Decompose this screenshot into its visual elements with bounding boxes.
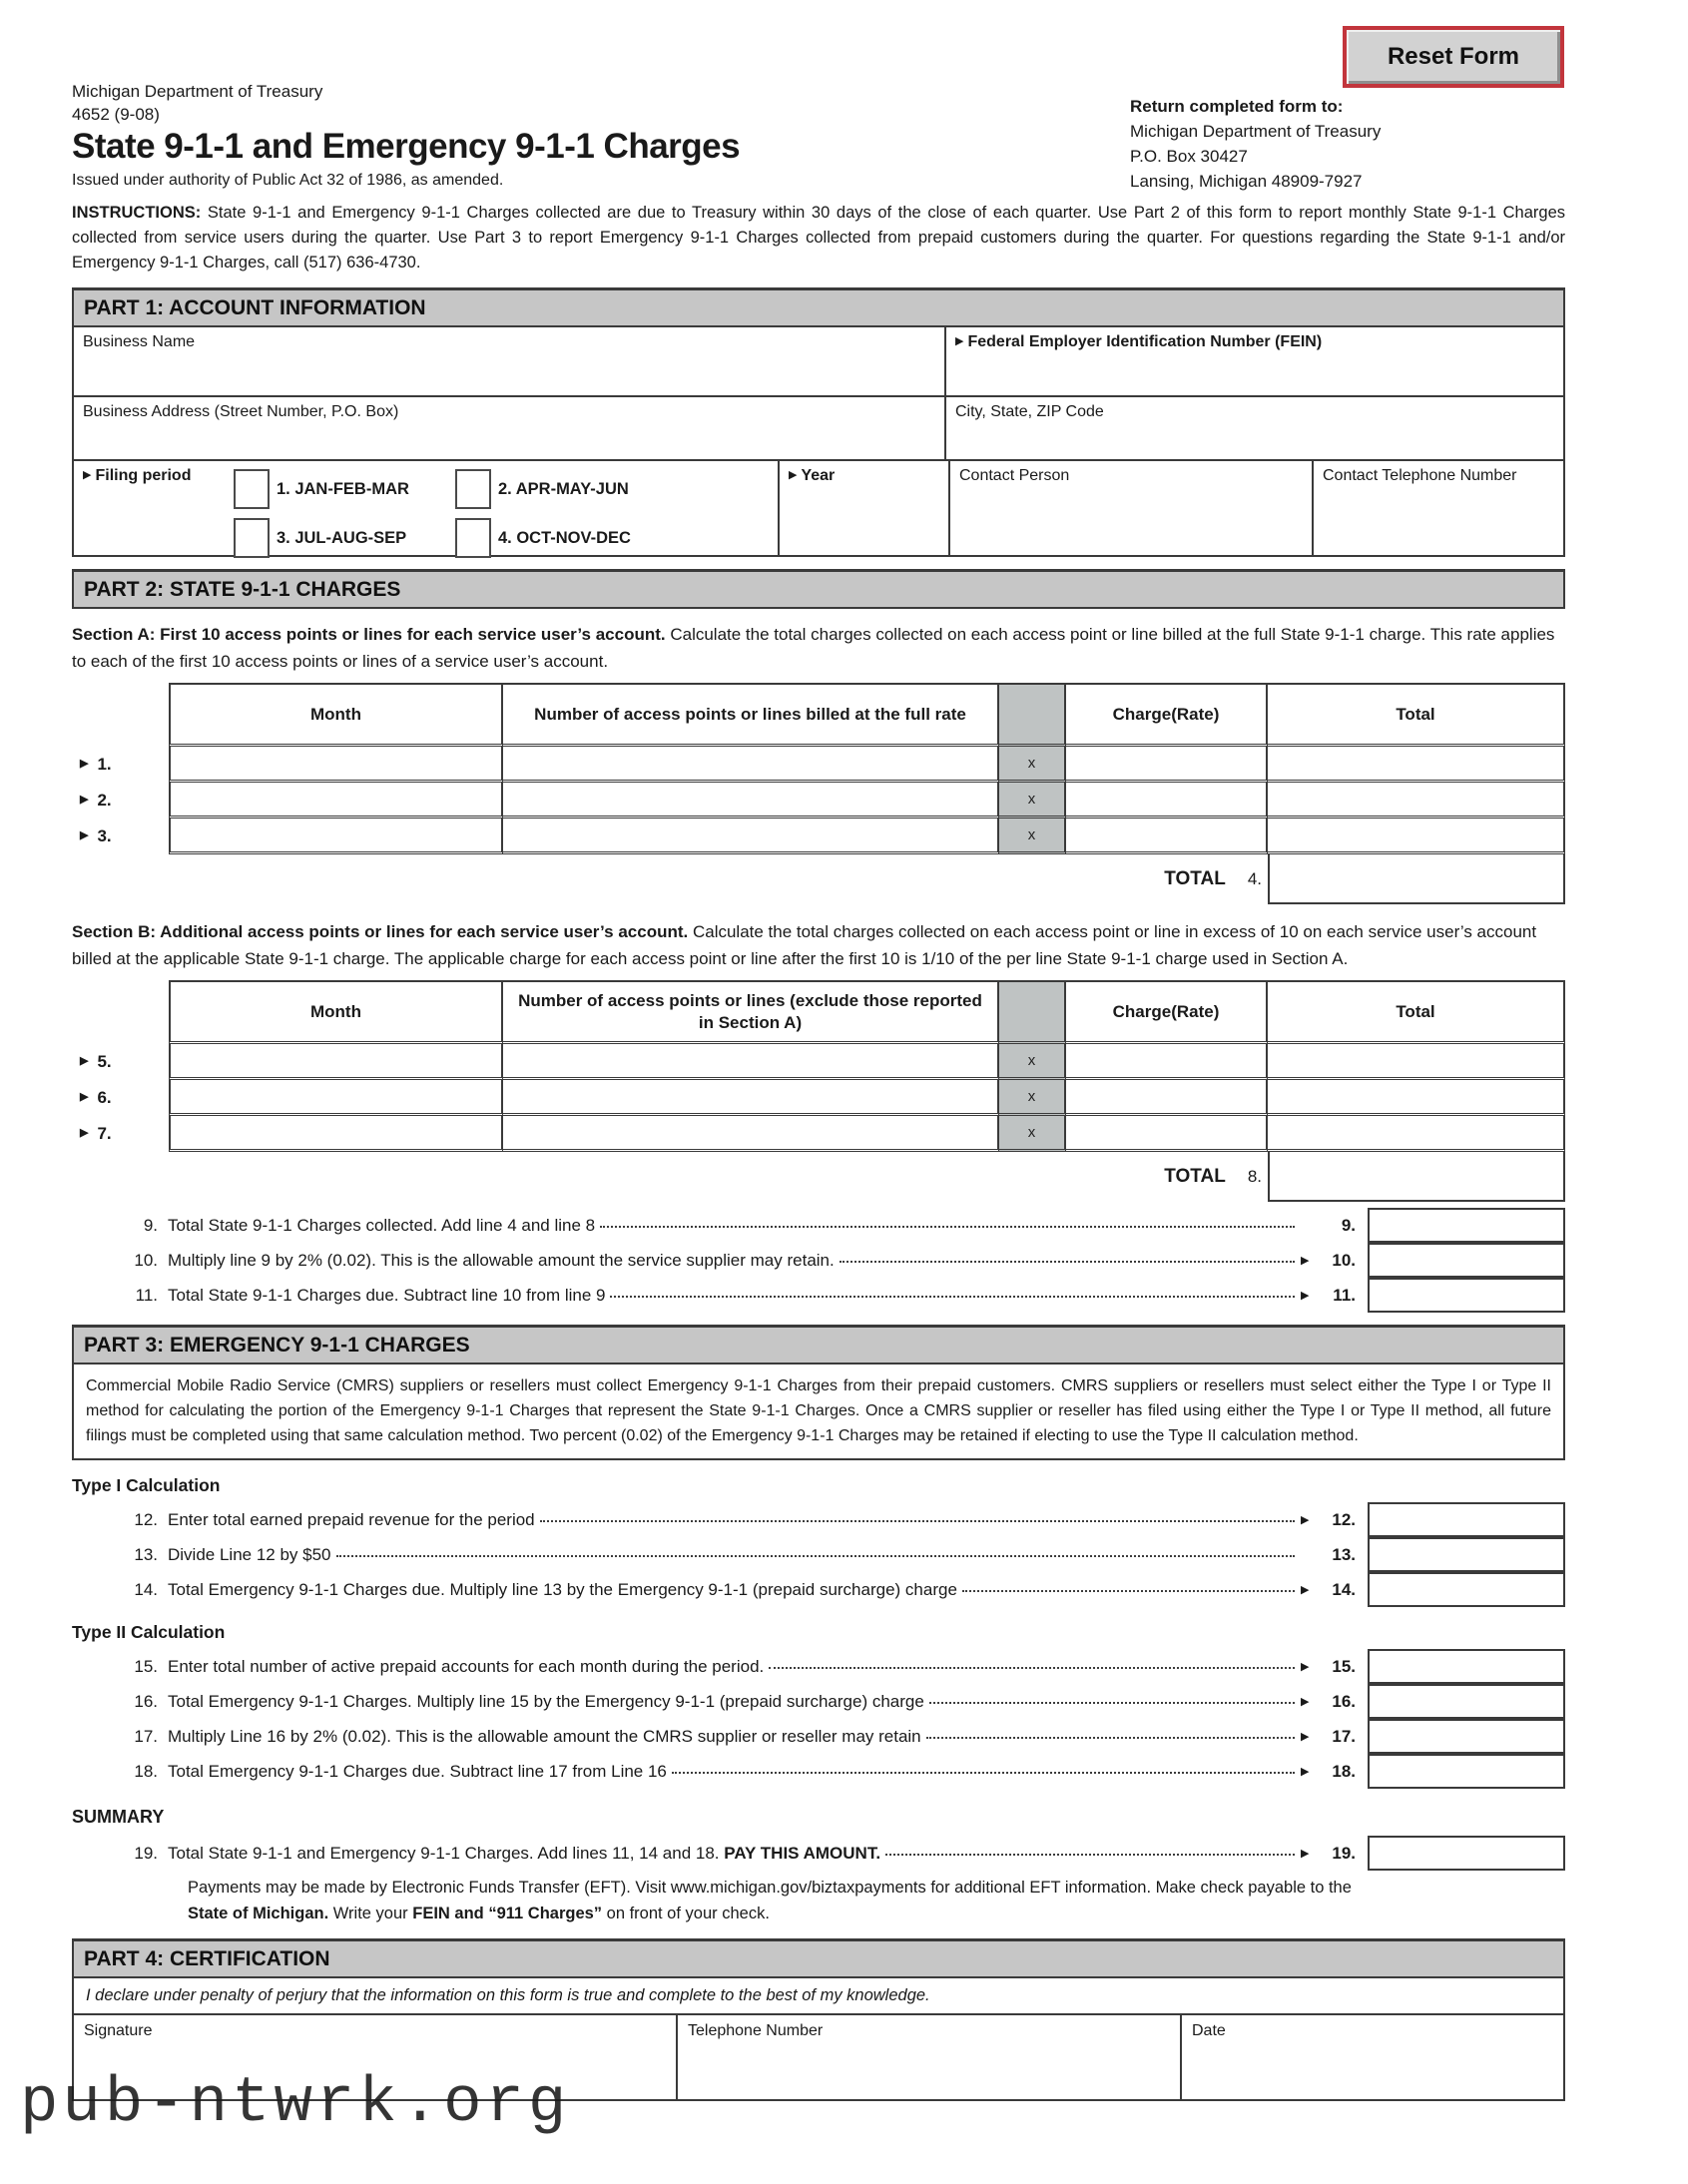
section-a-table [72, 683, 1565, 904]
line-14 [72, 1572, 1565, 1607]
line-ref: 16. [1332, 1691, 1356, 1711]
month-input[interactable] [169, 783, 503, 819]
section-b-row-1 [72, 1044, 1565, 1080]
line-ref: 19. [1332, 1843, 1356, 1863]
instructions-label: INSTRUCTIONS: [72, 204, 202, 222]
line-arrow-icon: ▶ [1301, 1766, 1310, 1778]
line-ref: 14. [1332, 1579, 1356, 1599]
business-address-label: Business Address (Street Number, P.O. Box) [83, 403, 399, 420]
section-b-table [72, 980, 1565, 1202]
dotted-leader [840, 1249, 1295, 1263]
dotted-leader [769, 1655, 1295, 1669]
line-19-text: Total State 9-1-1 and Emergency 9-1-1 Charges. Add lines 11, 14 and 18. [168, 1843, 725, 1863]
row-number: 5. [97, 1052, 112, 1071]
total-input[interactable] [1268, 747, 1565, 783]
line-ref: 18. [1332, 1761, 1356, 1781]
part1-row-2 [74, 395, 1563, 459]
form-title: State 9-1-1 and Emergency 9-1-1 Charges [72, 127, 741, 166]
line-10-amount-box[interactable] [1368, 1243, 1565, 1278]
dotted-leader [926, 1725, 1295, 1739]
row-label [72, 1116, 169, 1152]
section-a-total-row [72, 854, 1565, 904]
line-number: 18. [134, 1761, 158, 1781]
telephone-label: Telephone Number [688, 2022, 824, 2039]
line-arrow-icon: ▶ [1301, 1290, 1310, 1302]
line-number: 19. [134, 1843, 158, 1863]
spacer [72, 854, 169, 904]
col-total-header: Total [1268, 683, 1565, 747]
number-input[interactable] [503, 1080, 999, 1116]
month-input[interactable] [169, 819, 503, 854]
line-number: 10. [134, 1250, 158, 1270]
row-number: 2. [97, 791, 112, 810]
payments-note [188, 1875, 1376, 1926]
line-arrow-icon: ▶ [1301, 1696, 1310, 1708]
col-charge-header [1066, 980, 1268, 1044]
section-b-row-2 [72, 1080, 1565, 1116]
number-input[interactable] [503, 819, 999, 854]
row-label [72, 783, 169, 819]
line-arrow-icon: ▶ [1301, 1514, 1310, 1526]
line-text: Total State 9-1-1 Charges due. Subtract line 10 from line 9 [168, 1285, 606, 1305]
line-19 [72, 1836, 1565, 1871]
line-9 [72, 1208, 1565, 1243]
return-address [1130, 94, 1381, 194]
line-17-amount-box[interactable] [1368, 1719, 1565, 1754]
line-ref: 12. [1332, 1509, 1356, 1529]
payments-bold: State of Michigan. [188, 1905, 329, 1922]
part2-lines [72, 1208, 1565, 1313]
col-x-header [999, 980, 1066, 1044]
fein-field[interactable] [944, 327, 1563, 395]
total-input[interactable] [1268, 1044, 1565, 1080]
charge-input[interactable] [1066, 1116, 1268, 1152]
return-address-heading: Return completed form to: [1130, 97, 1344, 116]
filing-period-cell [74, 461, 778, 555]
charge-input[interactable] [1066, 819, 1268, 854]
line-arrow-icon: ▶ [1301, 1661, 1310, 1673]
arrow-icon: ▶ [955, 335, 964, 347]
total-label: TOTAL [1164, 1166, 1226, 1187]
row-number: 6. [97, 1088, 112, 1107]
line-11 [72, 1278, 1565, 1313]
col-month-header: Month [169, 683, 503, 747]
type2-lines [72, 1649, 1565, 1789]
line-number: 16. [134, 1691, 158, 1711]
quarter-1-label: 1. JAN-FEB-MAR [277, 479, 409, 498]
line-text: Multiply Line 16 by 2% (0.02). This is the allowable amount the CMRS supplier or reseller may retain [168, 1726, 921, 1746]
dotted-leader [600, 1214, 1295, 1228]
line-18-amount-box[interactable] [1368, 1754, 1565, 1789]
dotted-leader [672, 1760, 1295, 1774]
line-9-amount-box[interactable] [1368, 1208, 1565, 1243]
certification-declaration: I declare under penalty of perjury that the information on this form is true and complete to the best of my knowledge. [74, 1978, 1563, 2015]
line-ref: 17. [1332, 1726, 1356, 1746]
instructions-text: State 9-1-1 and Emergency 9-1-1 Charges collected are due to Treasury within 30 days of the close of each quarter. Use Part 2 of this form to report monthly State 9-1-1 Charges collected from service users during the quarter. Use Part 3 to report Emergency 9-1-1 Charges collected from prepaid customers during the quarter. For questions regarding the State 9-1-1 and/or Emergency 9-1-1 Charges, call (517) 636-4730. [72, 204, 1565, 272]
rate-label: (Rate) [1171, 1001, 1220, 1021]
line-14-amount-box[interactable] [1368, 1572, 1565, 1607]
arrow-icon: ▶ [789, 469, 798, 481]
telephone-field[interactable] [676, 2015, 1180, 2099]
contact-person-field[interactable] [948, 461, 1312, 555]
line-ref: 11. [1333, 1285, 1356, 1305]
spacer [999, 854, 1066, 904]
return-address-line: Michigan Department of Treasury [1130, 122, 1382, 141]
total-line-number: 8. [1247, 1167, 1262, 1186]
line-8-total-box[interactable] [1268, 1152, 1565, 1202]
section-a-row-3 [72, 819, 1565, 854]
total-input[interactable] [1268, 1116, 1565, 1152]
year-label: Year [801, 467, 836, 484]
multiply-x-cell: x [999, 819, 1066, 854]
line-number: 12. [134, 1509, 158, 1529]
spacer [169, 1152, 503, 1202]
charge-input[interactable] [1066, 1044, 1268, 1080]
line-number: 9. [143, 1215, 158, 1235]
arrow-icon: ▶ [80, 828, 89, 841]
signature-label: Signature [84, 2022, 153, 2039]
part4-header: PART 4: CERTIFICATION [72, 1938, 1565, 1978]
section-b-header-row [72, 980, 1565, 1044]
charge-input[interactable] [1066, 1080, 1268, 1116]
section-a-header-row [72, 683, 1565, 747]
contact-phone-field[interactable] [1312, 461, 1563, 555]
summary-lines [72, 1836, 1565, 1871]
quarter-4-option[interactable] [455, 518, 631, 558]
line-19-amount-box[interactable] [1368, 1836, 1565, 1871]
row-label [72, 747, 169, 783]
dotted-leader [929, 1690, 1295, 1704]
multiply-x-cell: x [999, 747, 1066, 783]
month-input[interactable] [169, 1116, 503, 1152]
row-number: 7. [97, 1124, 112, 1143]
line-ref: 13. [1332, 1544, 1356, 1564]
date-field[interactable] [1180, 2015, 1563, 2099]
pay-this-amount-label: PAY THIS AMOUNT. [724, 1843, 881, 1863]
total-input[interactable] [1268, 819, 1565, 854]
part2-header: PART 2: STATE 9-1-1 CHARGES [72, 569, 1565, 609]
col-month-header: Month [169, 980, 503, 1044]
quarter-1-option[interactable] [234, 469, 455, 509]
line-13-amount-box[interactable] [1368, 1537, 1565, 1572]
line-17 [72, 1719, 1565, 1754]
return-address-line: P.O. Box 30427 [1130, 147, 1248, 166]
payments-text: on front of your check. [602, 1905, 770, 1922]
dotted-leader [885, 1842, 1295, 1856]
line-text: Multiply line 9 by 2% (0.02). This is the allowable amount the service supplier may retain. [168, 1250, 835, 1270]
line-text: Total Emergency 9-1-1 Charges. Multiply line 15 by the Emergency 9-1-1 (prepaid surcharge) charge [168, 1691, 924, 1711]
col-number-header: Number of access points or lines (exclude those reported in Section A) [503, 980, 999, 1044]
city-state-zip-label: City, State, ZIP Code [955, 403, 1104, 420]
gutter [72, 980, 169, 1044]
type1-lines [72, 1502, 1565, 1607]
line-text [168, 1844, 880, 1864]
number-input[interactable] [503, 1044, 999, 1080]
total-line-number: 4. [1247, 869, 1262, 888]
section-b-row-3 [72, 1116, 1565, 1152]
fein-label: Federal Employer Identification Number (FEIN) [967, 333, 1323, 350]
line-number: 13. [134, 1544, 158, 1564]
line-12 [72, 1502, 1565, 1537]
multiply-x-cell: x [999, 783, 1066, 819]
business-name-label: Business Name [83, 333, 196, 350]
form-content [72, 80, 1565, 2101]
agency-name: Michigan Department of Treasury [72, 82, 323, 101]
charge-input[interactable] [1066, 747, 1268, 783]
month-input[interactable] [169, 747, 503, 783]
row-label [72, 819, 169, 854]
business-address-field[interactable] [74, 397, 944, 459]
gutter [72, 683, 169, 747]
part3-header: PART 3: EMERGENCY 9-1-1 CHARGES [72, 1325, 1565, 1365]
spacer [72, 1152, 169, 1202]
line-arrow-icon: ▶ [1301, 1584, 1310, 1596]
line-15 [72, 1649, 1565, 1684]
line-text: Total State 9-1-1 Charges collected. Add line 4 and line 8 [168, 1215, 596, 1235]
arrow-icon: ▶ [80, 1126, 89, 1139]
arrow-icon: ▶ [80, 1054, 89, 1067]
charge-input[interactable] [1066, 783, 1268, 819]
section-b-lead-rest: Calculate the total charges collected on each access point or line in excess of 10 on each service user’s account billed at the applicable State 9-1-1 charge. The applicable charge for each access point or line after the first 10 is 1/10 of the per line State 9-1-1 charge used in Section A. [72, 922, 1537, 968]
rate-label: (Rate) [1171, 704, 1220, 724]
payments-text: Write your [328, 1905, 413, 1922]
spacer [503, 1152, 999, 1202]
line-ref: 10. [1332, 1250, 1356, 1270]
city-state-zip-field[interactable] [944, 397, 1563, 459]
line-number: 11. [135, 1285, 158, 1305]
section-a-lead-bold: Section A: First 10 access points or lines for each service user’s account. [72, 625, 666, 644]
quarter-2-label: 2. APR-MAY-JUN [498, 479, 629, 498]
line-text: Total Emergency 9-1-1 Charges due. Multiply line 13 by the Emergency 9-1-1 (prepaid surcharge) charge [168, 1579, 957, 1599]
arrow-icon: ▶ [80, 793, 89, 806]
line-ref: 15. [1332, 1656, 1356, 1676]
quarter-3-option[interactable] [234, 518, 455, 558]
month-input[interactable] [169, 1044, 503, 1080]
checkbox-q3[interactable] [234, 518, 270, 558]
section-a-row-1 [72, 747, 1565, 783]
section-b-total-row [72, 1152, 1565, 1202]
multiply-x-cell: x [999, 1044, 1066, 1080]
section-b-lead-bold: Section B: Additional access points or lines for each service user’s account. [72, 922, 689, 941]
date-label: Date [1192, 2022, 1226, 2039]
form-number: 4652 (9-08) [72, 105, 160, 124]
checkbox-q2[interactable] [455, 469, 491, 509]
line-number: 15. [134, 1656, 158, 1676]
line-13 [72, 1537, 1565, 1572]
checkbox-q4[interactable] [455, 518, 491, 558]
authority-line: Issued under authority of Public Act 32 of 1986, as amended. [72, 172, 504, 189]
month-input[interactable] [169, 1080, 503, 1116]
spacer [503, 854, 999, 904]
arrow-icon: ▶ [80, 757, 89, 770]
quarter-checkbox-grid [234, 469, 631, 558]
line-16 [72, 1684, 1565, 1719]
col-total-header: Total [1268, 980, 1565, 1044]
instructions [72, 201, 1565, 275]
spacer [999, 1152, 1066, 1202]
contact-person-label: Contact Person [959, 467, 1070, 484]
year-field[interactable] [778, 461, 948, 555]
number-input[interactable] [503, 1116, 999, 1152]
part1-row-1 [74, 327, 1563, 395]
number-input[interactable] [503, 747, 999, 783]
quarter-3-label: 3. JUL-AUG-SEP [277, 528, 407, 547]
multiply-x-cell: x [999, 1080, 1066, 1116]
line-arrow-icon: ▶ [1301, 1255, 1310, 1267]
line-number: 17. [134, 1726, 158, 1746]
charge-label: Charge [1112, 704, 1172, 724]
payments-text: Payments may be made by Electronic Funds Transfer (EFT). Visit www.michigan.gov/biztaxpayments for additional EFT information. Make check payable to the [188, 1879, 1352, 1897]
summary-heading: SUMMARY [72, 1807, 165, 1827]
line-text: Enter total number of active prepaid accounts for each month during the period. [168, 1656, 765, 1676]
section-a-lead [72, 621, 1565, 675]
line-arrow-icon: ▶ [1301, 1731, 1310, 1743]
total-label: TOTAL [1164, 868, 1226, 889]
total-label-cell [1066, 1152, 1268, 1202]
line-text: Enter total earned prepaid revenue for the period [168, 1509, 535, 1529]
part1-row-3 [74, 459, 1563, 555]
line-ref: 9. [1341, 1215, 1356, 1235]
line-15-amount-box[interactable] [1368, 1649, 1565, 1684]
reset-form-button[interactable]: Reset Form [1343, 26, 1564, 88]
row-number: 3. [97, 826, 112, 845]
line-number: 14. [134, 1579, 158, 1599]
line-text: Total Emergency 9-1-1 Charges due. Subtract line 17 from Line 16 [168, 1761, 667, 1781]
type1-heading: Type I Calculation [72, 1475, 221, 1495]
checkbox-q1[interactable] [234, 469, 270, 509]
quarter-4-label: 4. OCT-NOV-DEC [498, 528, 631, 547]
charge-label: Charge [1112, 1001, 1172, 1021]
contact-phone-label: Contact Telephone Number [1323, 467, 1517, 484]
dotted-leader [540, 1508, 1295, 1522]
row-number: 1. [97, 755, 112, 774]
spacer [169, 854, 503, 904]
line-18 [72, 1754, 1565, 1789]
total-input[interactable] [1268, 783, 1565, 819]
arrow-icon: ▶ [83, 469, 92, 481]
col-charge-header [1066, 683, 1268, 747]
col-number-header: Number of access points or lines billed at the full rate [503, 683, 999, 747]
return-address-line: Lansing, Michigan 48909-7927 [1130, 172, 1363, 191]
col-x-header [999, 683, 1066, 747]
line-text: Divide Line 12 by $50 [168, 1544, 331, 1564]
line-10 [72, 1243, 1565, 1278]
part1-table [72, 327, 1565, 557]
dotted-leader [962, 1578, 1295, 1592]
line-arrow-icon: ▶ [1301, 1848, 1310, 1860]
business-name-field[interactable] [74, 327, 944, 395]
multiply-x-cell: x [999, 1116, 1066, 1152]
watermark: pub-ntwrk.org [20, 2068, 571, 2140]
arrow-icon: ▶ [80, 1090, 89, 1103]
row-label [72, 1044, 169, 1080]
section-a-lead-rest: Calculate the total charges collected on each access point or line billed at the full State 9-1-1 charge. This rate applies to each of the first 10 access points or lines of a service user’s account. [72, 625, 1555, 671]
section-a-row-2 [72, 783, 1565, 819]
number-input[interactable] [503, 783, 999, 819]
row-label [72, 1080, 169, 1116]
type2-heading: Type II Calculation [72, 1622, 226, 1642]
line-12-amount-box[interactable] [1368, 1502, 1565, 1537]
filing-period-label: Filing period [95, 467, 192, 484]
line-4-total-box[interactable] [1268, 854, 1565, 904]
line-16-amount-box[interactable] [1368, 1684, 1565, 1719]
dotted-leader [610, 1284, 1295, 1298]
quarter-2-option[interactable] [455, 469, 631, 509]
part1-header: PART 1: ACCOUNT INFORMATION [72, 287, 1565, 327]
total-label-cell [1066, 854, 1268, 904]
line-11-amount-box[interactable] [1368, 1278, 1565, 1313]
dotted-leader [336, 1543, 1295, 1557]
total-input[interactable] [1268, 1080, 1565, 1116]
section-b-lead [72, 918, 1565, 972]
payments-bold: FEIN and “911 Charges” [412, 1905, 603, 1922]
part3-intro: Commercial Mobile Radio Service (CMRS) suppliers or resellers must collect Emergency 9-1-1 Charges from their prepaid customers. CMRS suppliers or resellers must select either the Type I or Type II method for calculating the portion of the Emergency 9-1-1 Charges that represent the State 9-1-1 Charges. Once a CMRS supplier or reseller has filed using either the Type I or Type II method, all future filings must be completed using that same calculation method. Two percent (0.02) of the Emergency 9-1-1 Charges may be retained if electing to use the Type II calculation method. [72, 1365, 1565, 1460]
